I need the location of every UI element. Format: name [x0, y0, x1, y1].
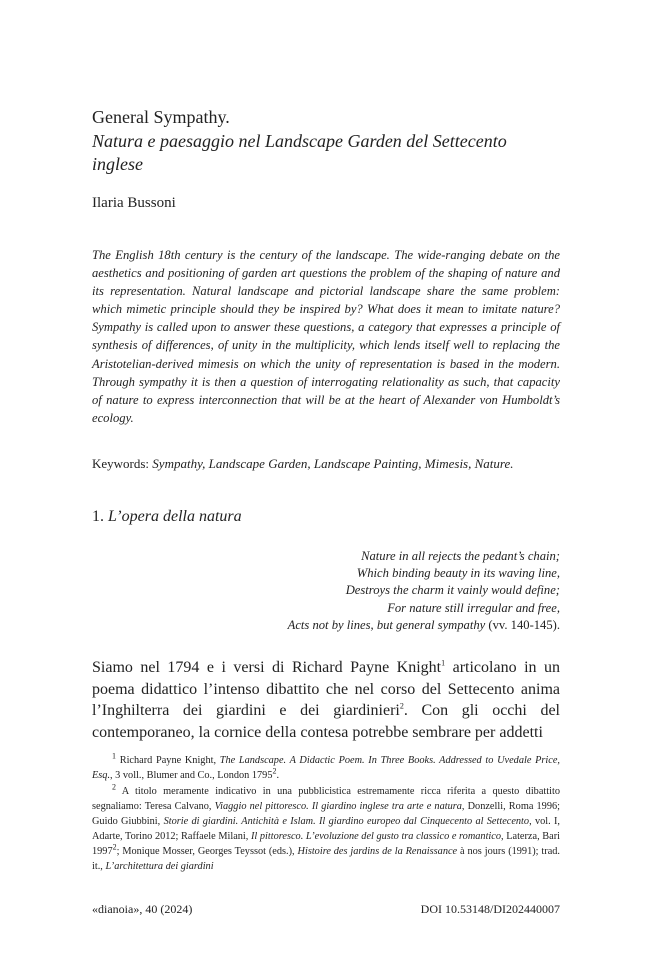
epigraph-line: Acts not by lines, but general sympathy — [287, 617, 486, 632]
footnote-number: 1 — [112, 751, 116, 761]
epigraph-line: Which binding beauty in its waving line, — [356, 566, 560, 581]
footnote-work-title: Il pittoresco. L’evoluzione del gusto tra classico e romantico — [250, 831, 502, 842]
epigraph-line: Nature in all rejects the pedant’s chain; — [361, 549, 560, 563]
footnote-2 — [92, 784, 560, 874]
edition-superscript: 2 — [112, 842, 117, 852]
footnote-text: . — [276, 770, 280, 781]
footnote-number: 2 — [112, 782, 116, 792]
footnote-1 — [92, 753, 560, 783]
footnote-work-title: Histoire des jardins de la Renaissance — [297, 846, 458, 857]
footnote-text: , 3 voll., Blumer and Co., London 1795 — [110, 770, 273, 781]
journal-info: «dianoia», 40 (2024) — [92, 902, 193, 916]
footnote-text: Richard Payne Knight, — [119, 755, 217, 766]
footnotes — [92, 753, 560, 875]
body-text-part: . Con gli occhi del contemporaneo, la cornice della contesa potrebbe sembrare per addetti — [92, 702, 560, 741]
footnote-text: , vol. I, Adarte, Torino 2012; Raffaele Milani, — [92, 816, 561, 842]
footnote-text: à nos jours (1991); trad. it., — [92, 846, 560, 872]
body-text-part: Siamo nel 1794 e i versi di Richard Payne Knight — [92, 659, 442, 676]
article-subtitle: Natura e paesaggio nel Landscape Garden del Settecento inglese — [92, 131, 507, 174]
footnote-text: A titolo meramente indicativo in una pubblicistica estremamente ricca riferita a questo dibattito segnaliamo: Teresa Calvano, — [92, 786, 560, 812]
footnote-work-title: Storie di giardini. Antichità e Islam. Il giardino europeo dal Cinquecento al Settecento — [163, 816, 530, 827]
keywords-values: Sympathy, Landscape Garden, Landscape Painting, Mimesis, Nature. — [152, 456, 514, 471]
body-text-part: articolano in un poema didattico l’intenso dibattito che nel corso del Settecento anima l’Inghilterra dei giardini e dei giardinieri — [92, 659, 560, 720]
author-name: Ilaria Bussoni — [92, 195, 176, 211]
footnote-work-title: L’architettura dei giardini — [105, 861, 214, 872]
section-title: L’opera della natura — [108, 508, 242, 525]
epigraph — [92, 548, 560, 634]
epigraph-line: For nature still irregular and free, — [387, 600, 560, 615]
section-heading — [92, 508, 242, 526]
section-number: 1. — [92, 508, 104, 525]
footnote-text: ; Monique Mosser, Georges Teyssot (eds.), — [116, 846, 295, 857]
footnote-work-title: The Landscape. A Didactic Poem. In Three Books. Addressed to Uvedale Price, Esq. — [92, 755, 560, 781]
keywords-label: Keywords: — [92, 456, 150, 471]
epigraph-line: Destroys the charm it vainly would define; — [345, 583, 560, 598]
body-paragraph — [92, 657, 560, 743]
abstract: The English 18th century is the century of the landscape. The wide-ranging debate on the aesthetics and positioning of garden art questions the problem of the shaping of nature and its representation. Natural landscape and pictorial landscape share the same problem: which mimetic principle should they be inspired by? What does it mean to imitate nature? Sympathy is called upon to answer these questions, a category that expresses a principle of synthesis of differences, of unity in the multiplicity, which lends itself well to replacing the Aristotelian-derived mimesis on which the unity of representation is based in the modern. Through sympathy it is then a question of interrogating relationality as such, that capacity of nature to express interconnection that will be at the heart of Alexander von Humboldt’s ecology. — [92, 248, 560, 425]
footnote-work-title: Viaggio nel pittoresco. Il giardino inglese tra arte e natura — [214, 801, 462, 812]
footnote-text: , Donzelli, Roma 1996; Guido Giubbini, — [92, 801, 560, 827]
article-title: General Sympathy. — [92, 107, 230, 127]
footnote-ref-1[interactable]: 1 — [441, 658, 446, 668]
edition-superscript: 2 — [272, 766, 277, 776]
epigraph-last-line — [92, 617, 560, 634]
footnote-ref-2[interactable]: 2 — [399, 701, 404, 711]
footnote-text: , Laterza, Bari 1997 — [92, 831, 560, 857]
keywords — [92, 456, 560, 472]
epigraph-reference: (vv. 140-145). — [488, 617, 560, 632]
page-footer — [92, 902, 560, 917]
doi[interactable]: DOI 10.53148/DI202440007 — [420, 902, 560, 916]
